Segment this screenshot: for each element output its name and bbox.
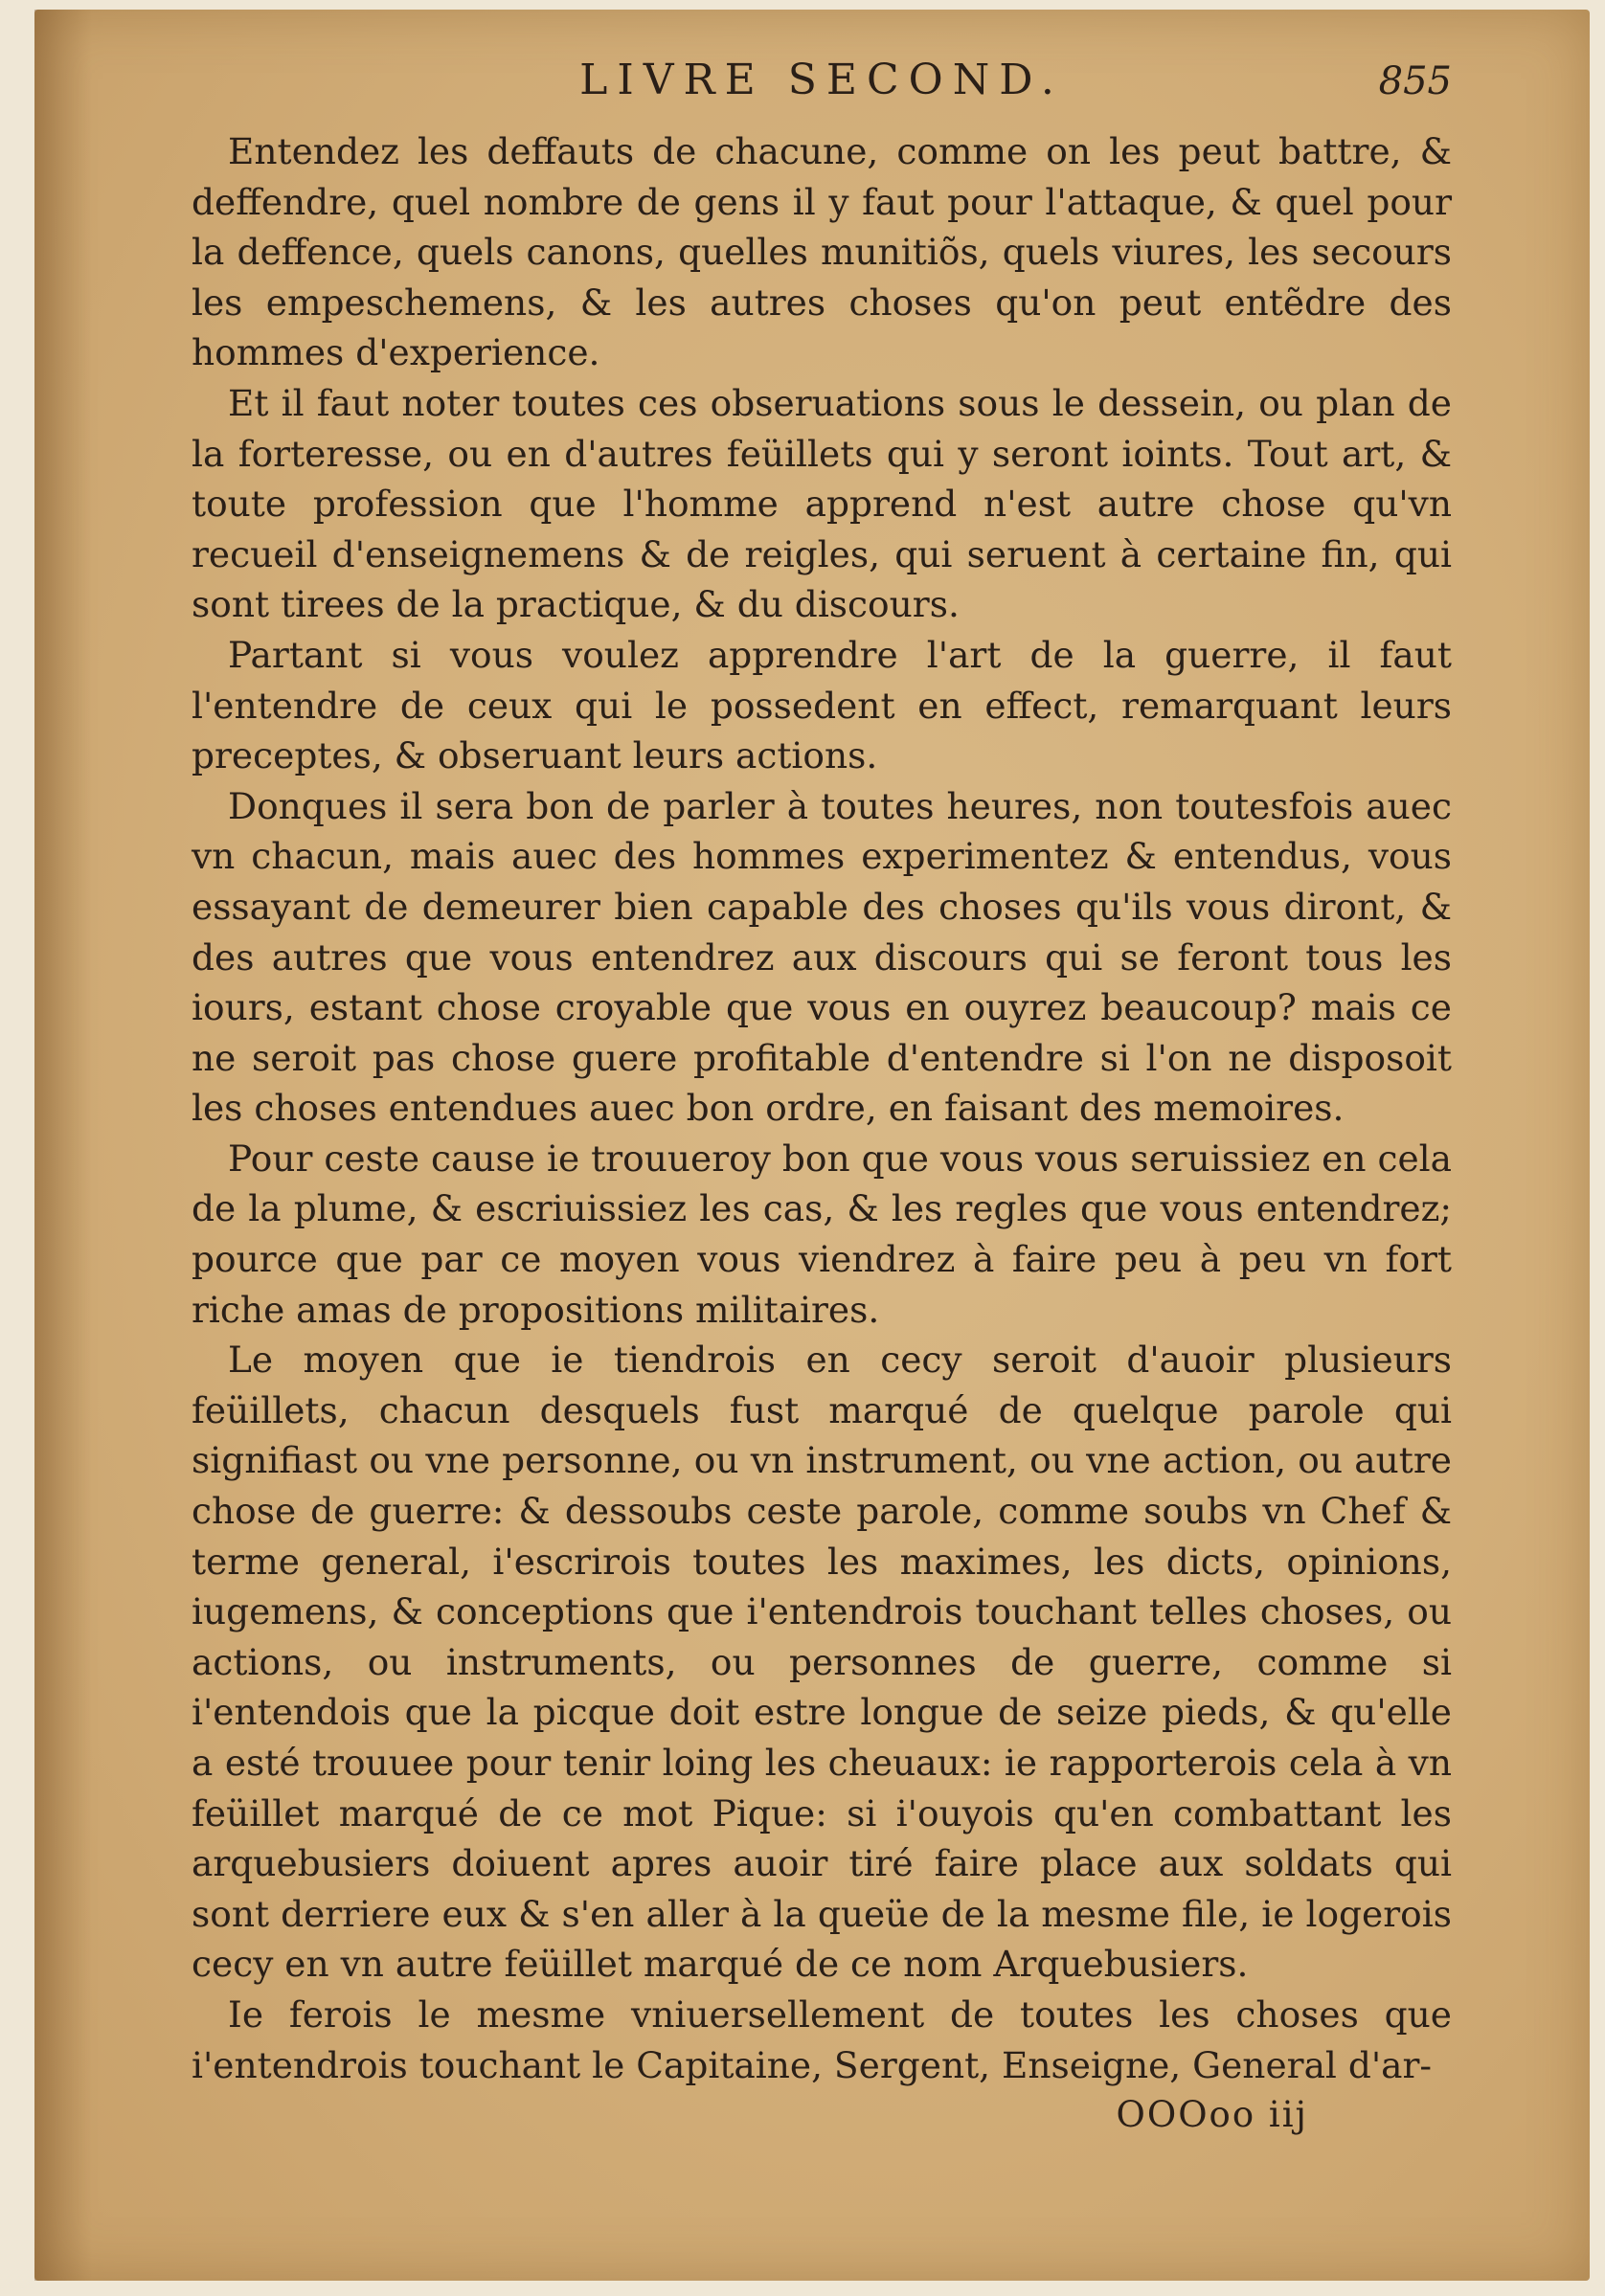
signature-mark: OOOoo iij bbox=[1116, 2094, 1308, 2136]
paragraph-7: Ie ferois le mesme vniuersellement de toutes les choses que i'entendrois touchant le Capitaine, Sergent, Enseigne, General d'ar- bbox=[192, 1992, 1452, 2086]
paragraph-6: Le moyen que ie tiendrois en cecy seroit d'auoir plusieurs feüillets, chacun desquels fust marqué de quelque parole qui signifiast ou vne personne, ou vn instrument, ou vne action, ou autre chose de guerre: & dessoubs ceste parole, comme soubs vn Chef & terme general, i'escrirois toutes les maximes, les dicts, opinions, iugemens, & conceptions que i'entendrois touchant telles choses, ou actions, ou instruments, ou personnes de guerre, comme si i'entendois que la picque doit estre longue de seize pieds, & qu'elle a esté trouuee pour tenir loing les cheuaux: ie rapporterois cela à vn feüillet marqué de ce mot Pique: si i'ouyois qu'en combattant les arquebusiers doiuent apres auoir tiré faire place aux soldats qui sont derriere eux & s'en aller à la queüe de la mesme file, ie logerois cecy en vn autre feüillet marqué de ce nom Arquebusiers. bbox=[192, 1339, 1452, 1986]
paragraph-1: Entendez les deffauts de chacune, comme on les peut battre, & deffendre, quel nombre de gens il y faut pour l'attaque, & quel pour la deffence, quels canons, quelles munitiõs, quels viures, les secours les empeschemens, & les autres choses qu'on peut entẽdre des hommes d'experience. bbox=[192, 130, 1452, 374]
page-number: 855 bbox=[1378, 59, 1452, 103]
page-header bbox=[192, 50, 1452, 126]
paragraph-4: Donques il sera bon de parler à toutes heures, non toutesfois auec vn chacun, mais auec des hommes experimentez & entendus, vous essayant de demeurer bien capable des choses qu'ils vous diront, & des autres que vous entendrez aux discours qui se feront tous les iours, estant chose croyable que vous en ouyrez beaucoup? mais ce ne seroit pas chose guere profitable d'entendre si l'on ne disposoit les choses entendues auec bon ordre, en faisant des memoires. bbox=[192, 784, 1452, 1130]
paragraph-2: Et il faut noter toutes ces obseruations sous le dessein, ou plan de la forteresse, ou en d'autres feüillets qui y seront ioints. Tout art, & toute profession que l'homme apprend n'est autre chose qu'vn recueil d'enseignemens & de reigles, qui seruent à certaine fin, qui sont tirees de la practique, & du discours. bbox=[192, 381, 1452, 626]
paragraph-5: Pour ceste cause ie trouueroy bon que vous vous seruissiez en cela de la plume, & escriuissiez les cas, & les regles que vous entendrez; pource que par ce moyen vous viendrez à faire peu à peu vn fort riche amas de propositions militaires. bbox=[192, 1137, 1452, 1331]
page-text-block bbox=[192, 50, 1452, 2140]
running-head: LIVRE SECOND. bbox=[579, 56, 1064, 104]
paragraph-3: Partant si vous voulez apprendre l'art de la guerre, il faut l'entendre de ceux qui le possedent en effect, remarquant leurs preceptes, & obseruant leurs actions. bbox=[192, 633, 1452, 777]
